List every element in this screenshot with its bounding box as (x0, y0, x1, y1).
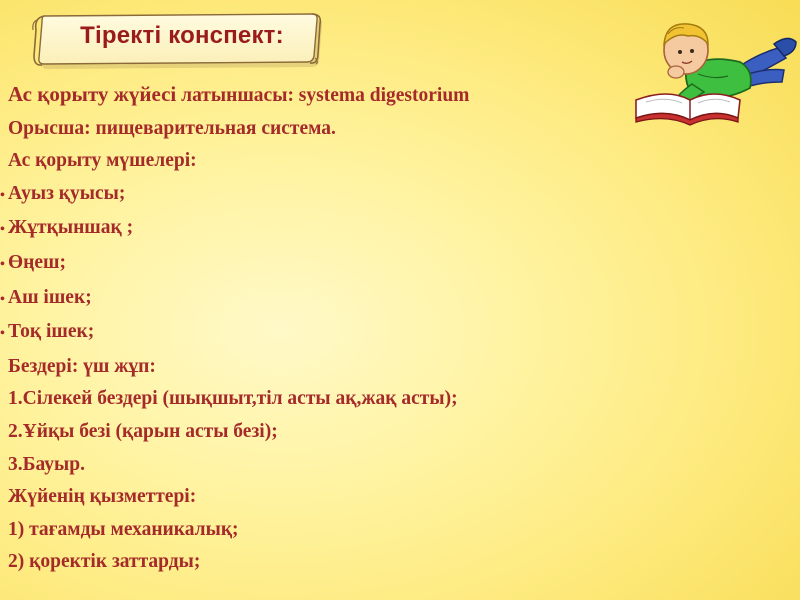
list-item (0, 178, 640, 213)
list-item-text: Ауыз қуысы; (8, 182, 126, 204)
list-item-text: Жұтқыншақ ; (8, 217, 134, 239)
boy-reading-illustration (628, 4, 798, 132)
line-pancreas: 2.Ұйқы безі (қарын асты безі); (8, 420, 278, 442)
page-title: Тіректі конспект: (80, 22, 284, 49)
list-item (0, 247, 640, 282)
bullet-icon: • (0, 326, 5, 342)
bullet-icon: • (0, 291, 5, 307)
list-item (0, 282, 640, 317)
notes-body (0, 78, 640, 579)
line-function-2: 2) қоректік заттарды; (8, 551, 201, 573)
bullet-icon: • (0, 256, 5, 272)
line-functions-heading: Жүйенің қызметтері: (8, 486, 197, 508)
bullet-icon: • (0, 187, 5, 203)
line-organs-heading: Ас қорыту мүшелері: (8, 150, 197, 172)
line-function-1: 1) тағамды механикалық; (8, 518, 239, 540)
bullet-icon: • (0, 222, 5, 238)
line-russian-name: Орысша: пищеварительная система. (8, 117, 336, 139)
line-salivary-glands: 1.Сілекей бездері (шықшыт,тіл асты ақ,жақ асты); (8, 388, 458, 410)
title-banner (30, 8, 322, 70)
list-item-text: Өңеш; (8, 251, 67, 273)
list-item-text: Тоқ ішек; (8, 321, 95, 343)
boy-reading-book-icon (628, 4, 798, 132)
list-item (0, 212, 640, 247)
line-liver: 3.Бауыр. (8, 453, 85, 475)
term-digestive-system: Ас қорыту жүйесі (8, 82, 177, 106)
list-item (0, 316, 640, 351)
line-digestive-system-latin (0, 78, 640, 113)
line-glands-heading: Бездері: үш жұп: (8, 355, 156, 377)
list-item-text: Аш ішек; (8, 286, 92, 308)
latin-name-text: латыншасы: systema digestorium (176, 85, 470, 106)
